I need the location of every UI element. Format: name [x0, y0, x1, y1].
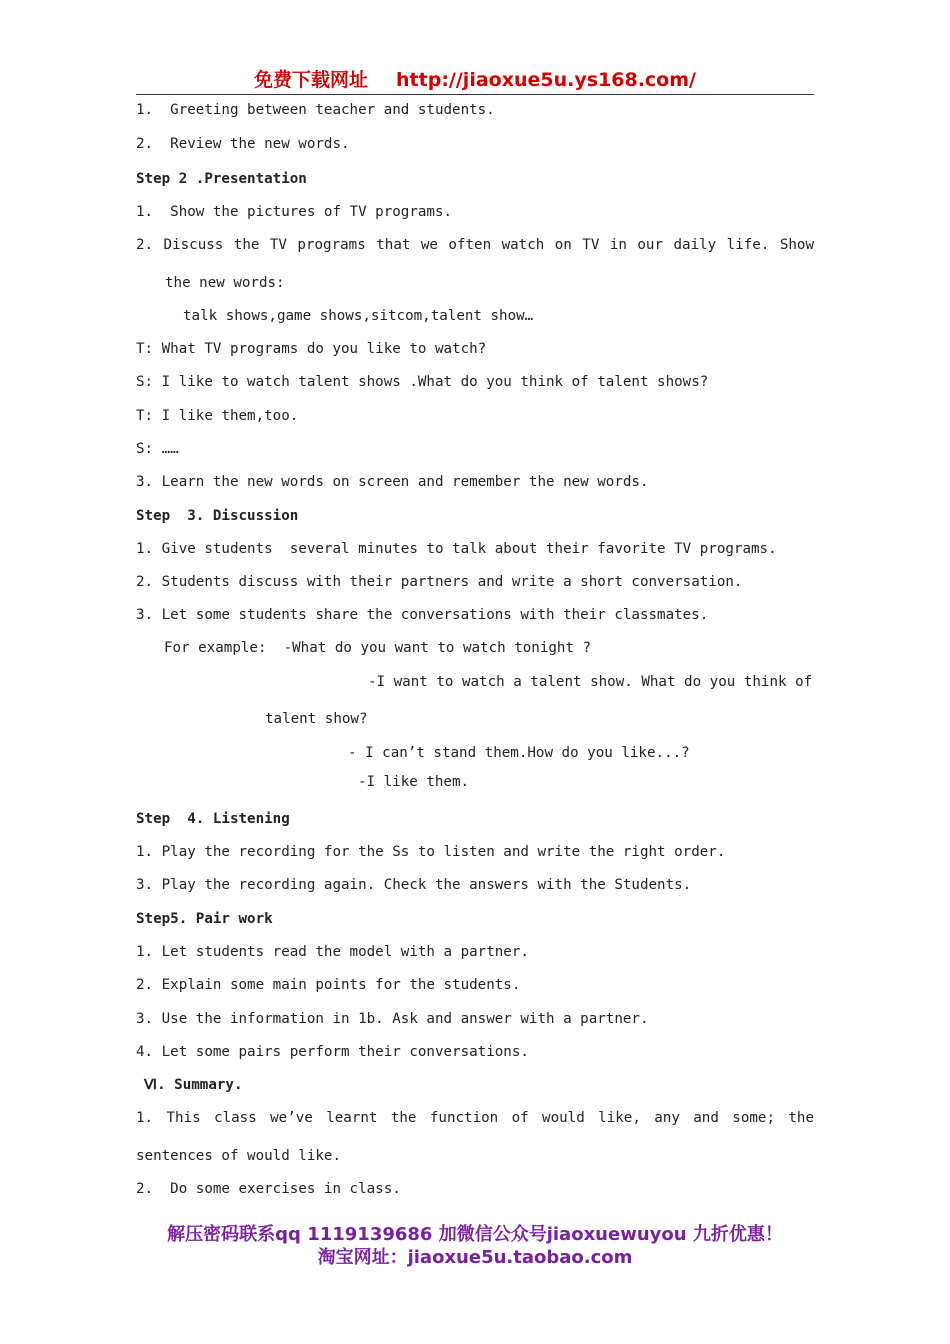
- text-line: 2. Review the new words.: [136, 136, 350, 152]
- text-line: 3. Play the recording again. Check the answers with the Students.: [136, 877, 692, 893]
- text-line: 1. Let students read the model with a partner.: [136, 944, 529, 960]
- text-line: 3. Learn the new words on screen and remember the new words.: [136, 474, 649, 490]
- text-line: 1. Give students several minutes to talk about their favorite TV programs.: [136, 541, 777, 557]
- section-heading: Step 4. Listening: [136, 811, 290, 827]
- section-heading: Step 2 .Presentation: [136, 171, 307, 187]
- text-line: 3. Use the information in 1b. Ask and answer with a partner.: [136, 1011, 649, 1027]
- header-title: 免费下载网址: [254, 69, 369, 91]
- text-line: -I want to watch a talent show. What do you think of: [368, 674, 813, 690]
- text-line: - I can’t stand them.How do you like...?: [348, 745, 690, 761]
- text-line: 1. Greeting between teacher and students.: [136, 102, 495, 118]
- text-line: 2. Students discuss with their partners and write a short conversation.: [136, 574, 743, 590]
- text-line: S: ……: [136, 441, 179, 457]
- footer-contact: 解压密码联系qq 1119139686 加微信公众号jiaoxuewuyou 九折优惠！: [167, 1224, 783, 1245]
- text-line: -I like them.: [358, 774, 470, 790]
- text-line: 4. Let some pairs perform their conversations.: [136, 1044, 529, 1060]
- text-line: 3. Let some students share the conversations with their classmates.: [136, 607, 709, 623]
- text-line: 2. Explain some main points for the students.: [136, 977, 521, 993]
- text-line: T: What TV programs do you like to watch?: [136, 341, 487, 357]
- footer-taobao[interactable]: 淘宝网址：jiaoxue5u.taobao.com: [317, 1247, 633, 1268]
- header-url[interactable]: http://jiaoxue5u.ys168.com/: [396, 69, 696, 91]
- text-line: the new words:: [165, 275, 285, 291]
- text-line: S: I like to watch talent shows .What do you think of talent shows?: [136, 374, 709, 390]
- text-line: 1. Play the recording for the Ss to listen and write the right order.: [136, 844, 726, 860]
- page-header: [136, 66, 814, 95]
- text-line: talent show?: [265, 711, 368, 727]
- text-line: sentences of would like.: [136, 1148, 341, 1164]
- text-line: 2. Do some exercises in class.: [136, 1181, 401, 1197]
- text-line: 1. This class we’ve learnt the function of would like, any and some; the: [136, 1110, 814, 1126]
- text-line: 1. Show the pictures of TV programs.: [136, 204, 453, 220]
- text-line: 2. Discuss the TV programs that we often watch on TV in our daily life. Show: [136, 237, 814, 253]
- text-line: talk shows,game shows,sitcom,talent show…: [183, 308, 534, 324]
- section-heading: Ⅵ. Summary.: [144, 1077, 243, 1093]
- section-heading: Step 3. Discussion: [136, 508, 299, 524]
- section-heading: Step5. Pair work: [136, 911, 273, 927]
- text-line: T: I like them,too.: [136, 408, 299, 424]
- text-line: For example: -What do you want to watch tonight ?: [164, 640, 592, 656]
